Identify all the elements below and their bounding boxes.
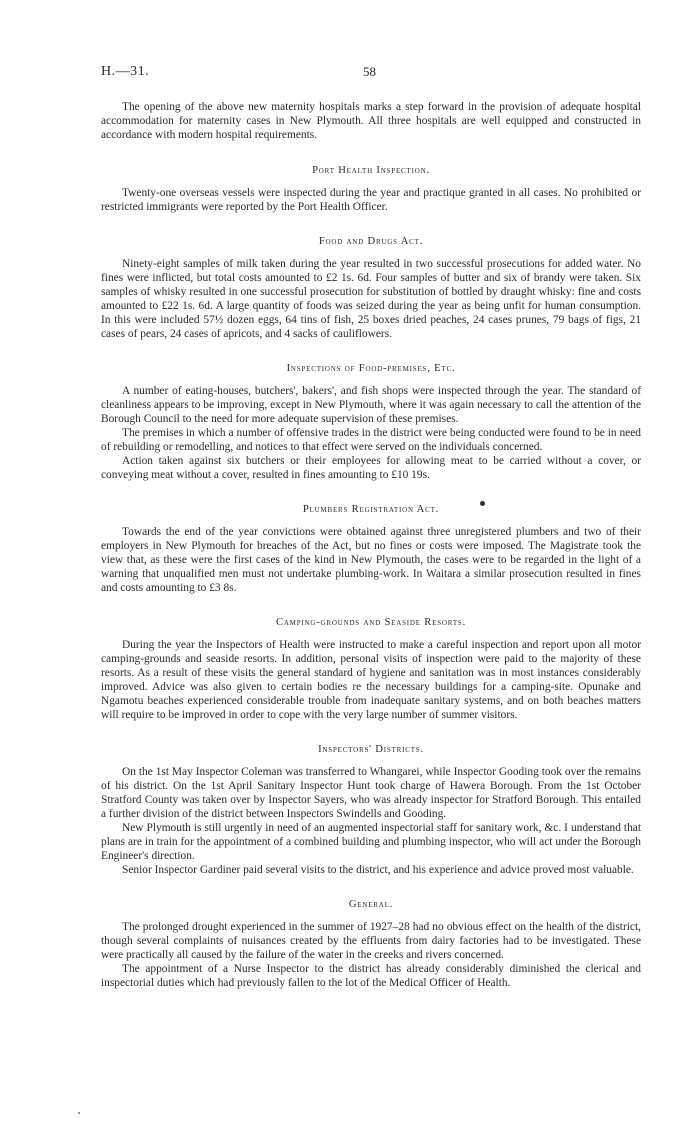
section-paragraph: Senior Inspector Gardiner paid several visits to the district, and his experience and advice proved most valuable. [122, 864, 634, 876]
section-paragraph: The appointment of a Nurse Inspector to the district has already considerably diminished the clerical and inspectorial duties which had previously fallen to the lot of the Medical Officer of Health. [101, 963, 641, 989]
section-paragraph: Twenty-one overseas vessels were inspected during the year and practique granted in all cases. No prohibited or restricted immigrants were reported by the Port Health Officer. [101, 187, 641, 213]
section-paragraph: During the year the Inspectors of Health were instructed to make a careful inspection and report upon all motor camping-grounds and seaside resorts. In addition, personal visits of inspection were paid to the majority of these resorts. As a result of these visits the general standard of hygiene and sanitation was in most instances considerably improved. Advice was also given to certain bodies re the necessary buildings for a camping-site. Opunake and Ngamotu beaches experienced considerable trouble from inadequate sanitary systems, and on both beaches matters will require to be improved in order to cope with the very large number of summer visitors. [101, 639, 641, 721]
section-paragraph: Ninety-eight samples of milk taken during the year resulted in two successful prosecutions for added water. No fines were inflicted, but total costs amounted to £2 1s. 6d. Four samples of butter and six of brandy were taken. Six samples of whisky resulted in one successful prosecution for substitution of bottled by draught whisky: fine and costs amounted to £22 1s. 6d. A large quantity of foods was seized during the year as being unfit for human consumption. In this were included 57½ dozen eggs, 64 tins of fish, 25 boxes dried peaches, 24 cases prunes, 79 bags of figs, 21 cases of pears, 24 cases of apricots, and 4 sacks of cauliflowers. [101, 258, 641, 340]
section-heading: Inspectors' Districts. [318, 744, 424, 755]
section [101, 235, 641, 341]
section [101, 362, 641, 482]
section-paragraph: The prolonged drought experienced in the summer of 1927–28 had no obvious effect on the health of the district, though several complaints of nuisances created by the effluents from dairy factories had to be investigated. These were practically all caused by the failure of the water in the creeks and rivers concerned. [101, 921, 641, 961]
running-header [101, 64, 641, 82]
section-heading: Port Health Inspection. [312, 165, 430, 176]
margin-speck [78, 1112, 80, 1114]
document-body [101, 100, 641, 1011]
section-heading: Camping-grounds and Seaside Resorts. [275, 617, 467, 628]
section [101, 616, 641, 722]
intro-paragraph-block [101, 100, 641, 142]
section-heading: Food and Drugs Act. [318, 236, 424, 247]
section-paragraph: A number of eating-houses, butchers', bakers', and fish shops were inspected through the year. The standard of cleanliness appears to be improving, except in New Plymouth, where it was again necessary to call the attention of the Borough Council to the need for more adequate supervision of these premises. [101, 385, 641, 425]
document-id: H.—31. [101, 64, 150, 79]
section [101, 898, 641, 990]
section-paragraph: Towards the end of the year convictions were obtained against three unregistered plumbers and two of their employers in New Plymouth for breaches of the Act, but no fines or costs were imposed. The Magistrate took the view that, as these were the first cases of the kind in New Plymouth, the cases were to be regarded in the light of a warning that unqualified men must not undertake plumbing-work. In Waitara a similar prosecution resulted in fines and costs amounting to £3 8s. [101, 526, 641, 594]
section [101, 503, 641, 595]
section [101, 743, 641, 877]
page-number: 58 [363, 64, 376, 79]
bullet-mark [480, 501, 485, 506]
section-paragraph: Action taken against six butchers or their employees for allowing meat to be carried without a cover, or conveying meat without a cover, resulted in fines amounting to £10 19s. [101, 455, 641, 481]
section-paragraph: On the 1st May Inspector Coleman was transferred to Whangarei, while Inspector Gooding took over the remains of his district. On the 1st April Sanitary Inspector Hunt took charge of Hawera Borough. From the 1st October Stratford County was taken over by Inspector Sayers, who was already inspector for Stratford Borough. This entailed a further division of the district between Inspectors Swindells and Gooding. [101, 766, 641, 820]
section-heading: Plumbers Registration Act. [302, 504, 440, 515]
section-heading: Inspections of Food-premises, Etc. [286, 363, 456, 374]
section [101, 164, 641, 214]
section-paragraph: New Plymouth is still urgently in need of an augmented inspectorial staff for sanitary work, &c. I understand that plans are in train for the appointment of a combined building and plumbing inspector, who will act under the Borough Engineer's direction. [101, 822, 641, 862]
intro-paragraph: The opening of the above new maternity hospitals marks a step forward in the provision of adequate hospital accommodation for maternity cases in New Plymouth. All three hospitals are well equipped and constructed in accordance with modern hospital requirements. [101, 101, 641, 141]
section-paragraph: The premises in which a number of offensive trades in the district were being conducted were found to be in need of rebuilding or remodelling, and notices to that effect were served on the individuals concerned. [101, 427, 641, 453]
section-heading: General. [348, 899, 394, 910]
